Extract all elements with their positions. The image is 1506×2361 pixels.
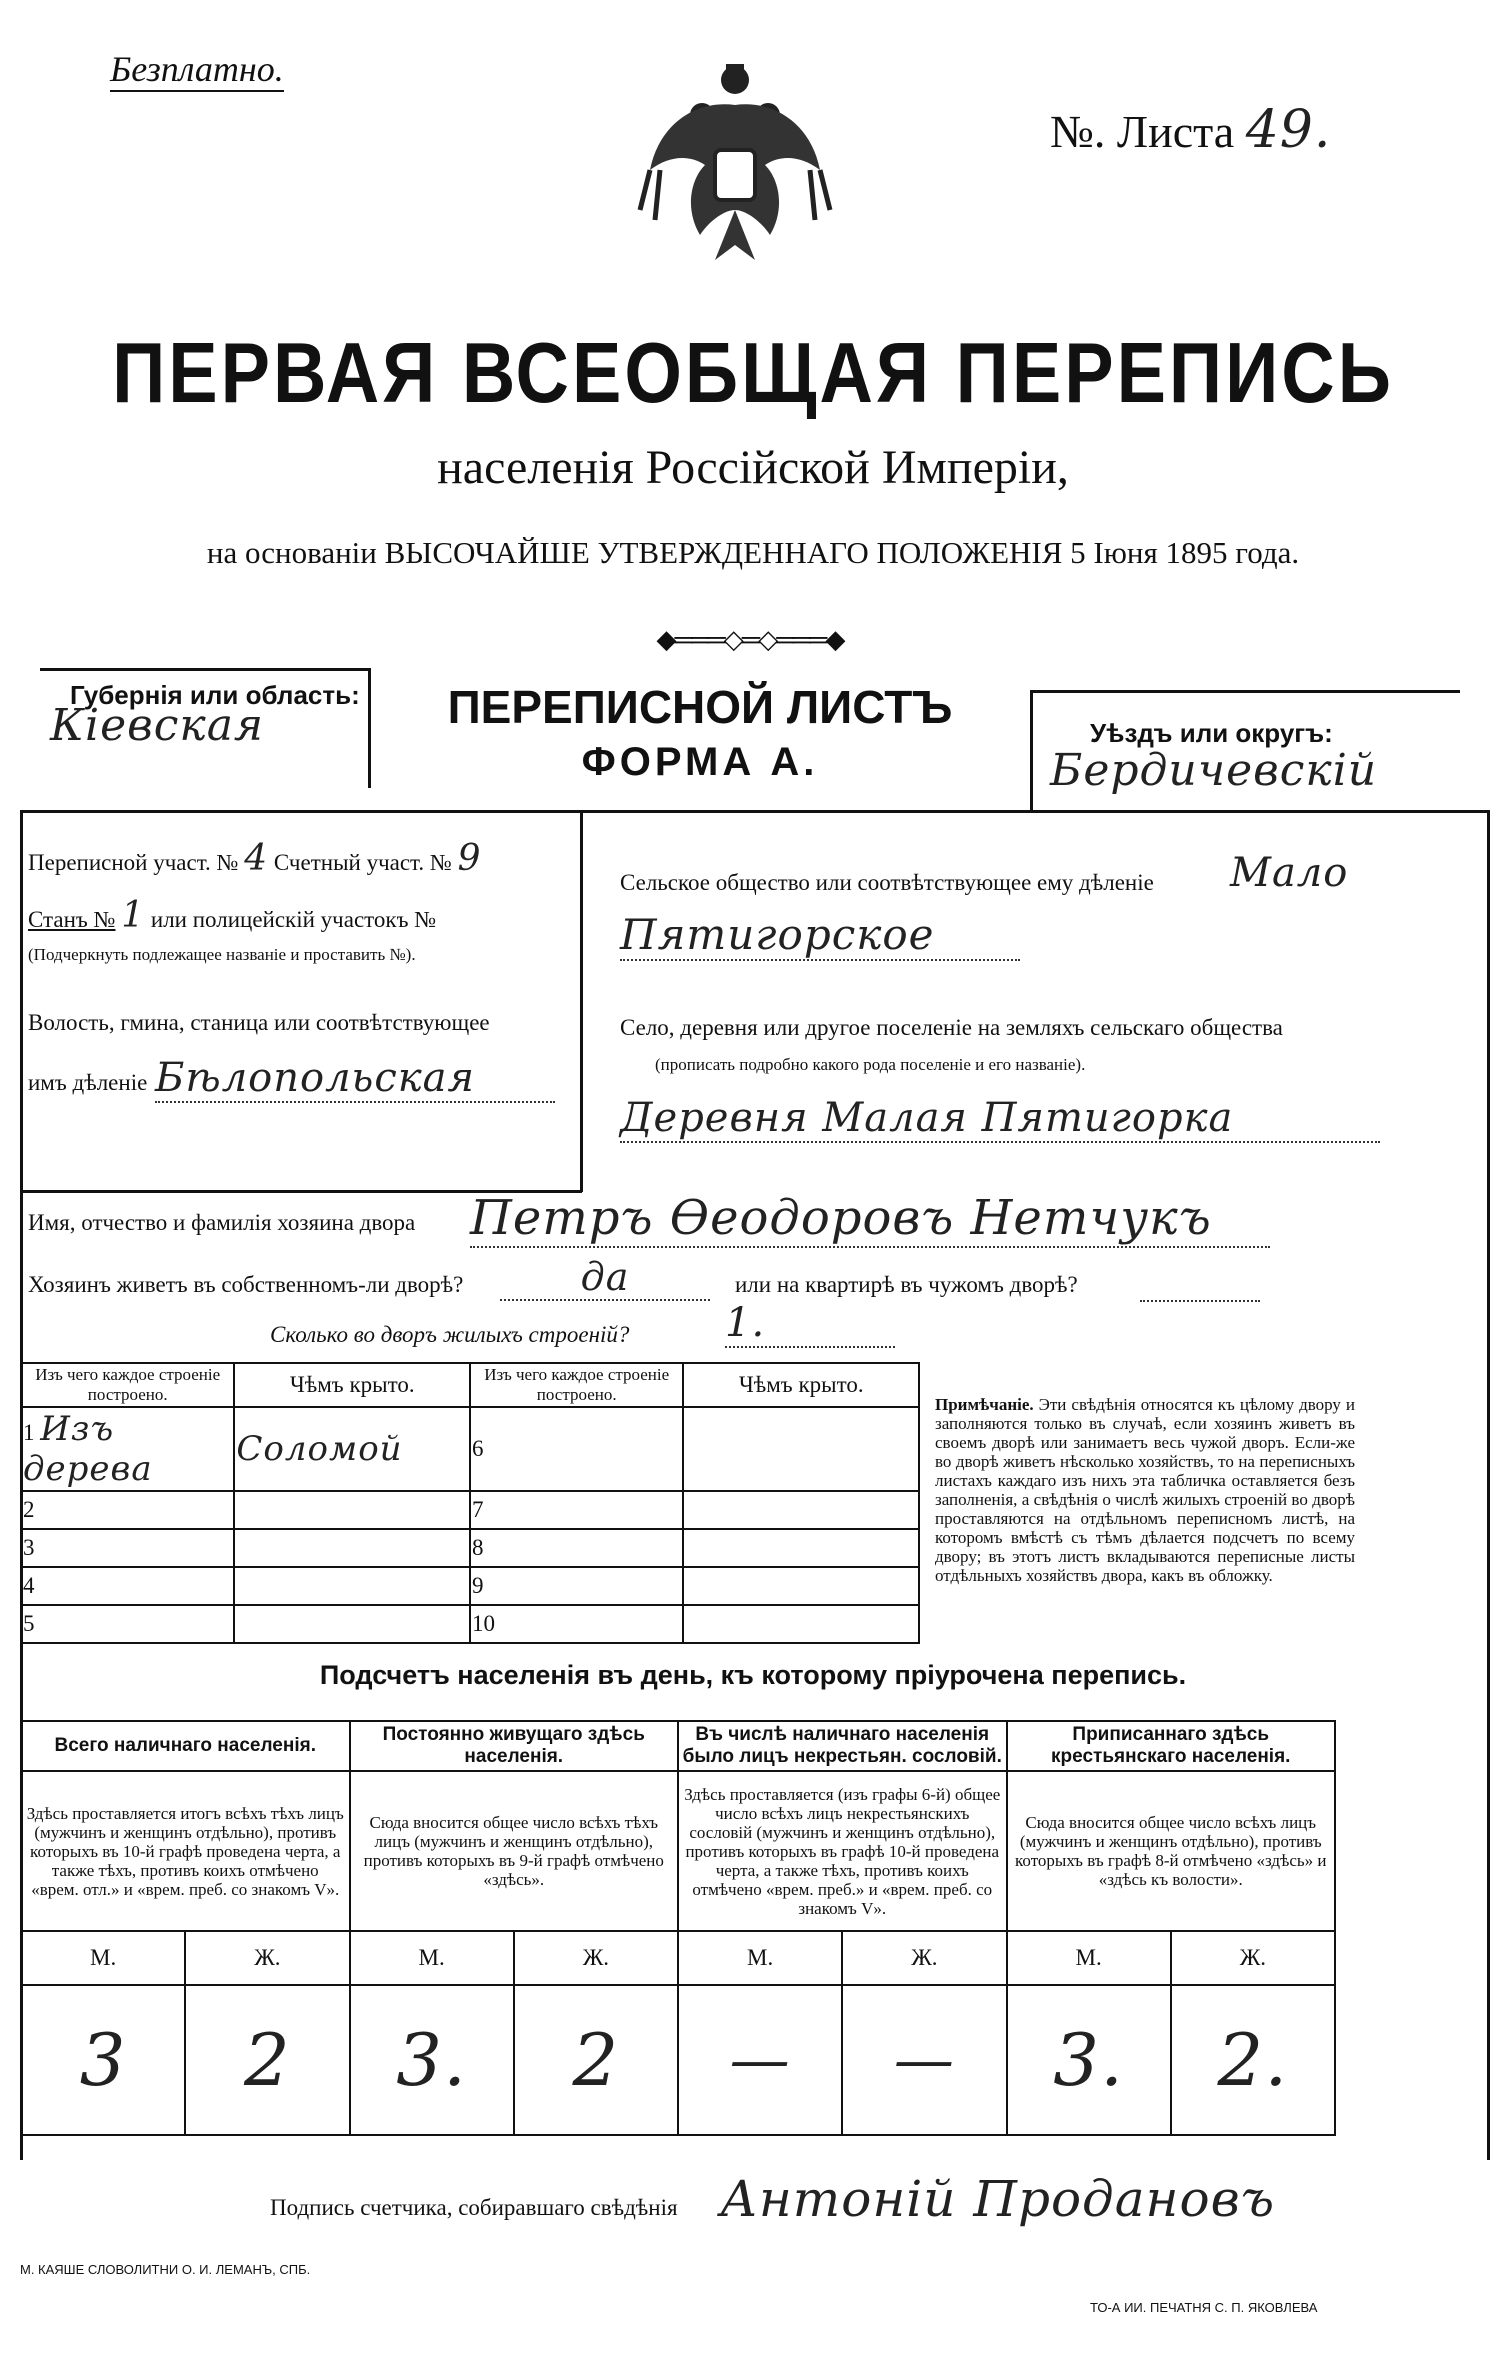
- roof-cell: [683, 1529, 919, 1567]
- female-header: Ж.: [514, 1931, 678, 1985]
- permanent-male-value: 3.: [350, 1985, 514, 2135]
- roof-cell: [234, 1529, 470, 1567]
- own-yard-label: Хозяинъ живетъ въ собственномъ-ли дворѣ?: [28, 1272, 464, 1297]
- free-label: Безплатно.: [110, 48, 284, 92]
- col-header-present: Всего наличнаго населенія.: [21, 1721, 350, 1771]
- row-number-cell: 9: [470, 1567, 683, 1605]
- police-label: или полицейскій участокъ №: [150, 907, 437, 932]
- uezd-label: Уѣздъ или округъ:: [1090, 718, 1333, 748]
- stan-field: [28, 895, 436, 936]
- population-count-table: [20, 1720, 1336, 2136]
- count-district-label: Счетный участ. №: [273, 850, 452, 875]
- non-peasant-female-value: —: [842, 1985, 1006, 2135]
- volost-label-2: имъ дѣленіе: [28, 1070, 148, 1095]
- table-row: [21, 1605, 919, 1643]
- society-value-1: Мало: [1230, 850, 1349, 896]
- village-note: (прописать подробно какого рода поселеніе и его названіе).: [655, 1055, 1086, 1074]
- society-value-2: Пятигорское: [620, 910, 1020, 961]
- roof-cell: [234, 1567, 470, 1605]
- buildings-label: Сколько во дворъ жилыхъ строеній?: [270, 1322, 630, 1347]
- col-header-permanent: Постоянно живущаго здѣсь населенія.: [350, 1721, 679, 1771]
- own-yard-value: да: [500, 1255, 710, 1301]
- note-title: Примѣчаніе.: [935, 1395, 1034, 1414]
- ornament-divider: ◆═══◇═◇═══◆: [656, 625, 844, 654]
- row-number-cell: 6: [470, 1407, 683, 1491]
- roof-cell: [234, 1605, 470, 1643]
- row-number-cell: 3: [21, 1529, 234, 1567]
- registered-male-value: 3.: [1007, 1985, 1171, 2135]
- sheet-number-value: 49.: [1245, 100, 1332, 160]
- note-block: [935, 1395, 1355, 1585]
- table-row: [21, 1491, 919, 1529]
- female-header: Ж.: [185, 1931, 349, 1985]
- owner-name-label: Имя, отчество и фамилія хозяина двора: [28, 1210, 416, 1235]
- permanent-female-value: 2: [514, 1985, 678, 2135]
- main-title: ПЕРВАЯ ВСЕОБЩАЯ ПЕРЕПИСЬ: [112, 324, 1394, 421]
- village-label: Село, деревня или другое поселеніе на земляхъ сельскаго общества: [620, 1015, 1283, 1040]
- roof-cell: [683, 1567, 919, 1605]
- police-note: (Подчеркнуть подлежащее названіе и проставить №).: [28, 945, 416, 964]
- table-row: [21, 1567, 919, 1605]
- male-header: М.: [21, 1931, 185, 1985]
- male-header: М.: [350, 1931, 514, 1985]
- sheet-number-label: №. Листа: [1050, 106, 1235, 157]
- volost-label-1: Волость, гмина, станица или соотвѣтствующее: [28, 1010, 490, 1035]
- table-row: [21, 1529, 919, 1567]
- sheet-number: [1050, 100, 1331, 160]
- roof-cell: [683, 1605, 919, 1643]
- basis-line: на основаніи ВЫСОЧАЙШЕ УТВЕРЖДЕННАГО ПОЛОЖЕНІЯ 5 Іюня 1895 года.: [206, 535, 1300, 570]
- stan-value: 1: [121, 895, 146, 936]
- volost-value: Бѣлопольская: [155, 1055, 555, 1103]
- material-header-left: Изъ чего каждое строеніе построено.: [21, 1363, 234, 1407]
- buildings-table: [20, 1362, 920, 1644]
- form-subtitle: ФОРМА А.: [581, 740, 819, 784]
- count-district-value: 9: [457, 838, 482, 879]
- present-female-value: 2: [185, 1985, 349, 2135]
- col-desc-registered: Сюда вносится общее число всѣхъ лицъ (мужчинъ и женщинъ отдѣльно), противъ которыхъ въ графѣ 8-й отмѣчено «здѣсь» и «здѣсь къ волости».: [1007, 1771, 1336, 1931]
- roof-header-right: Чѣмъ крыто.: [683, 1363, 919, 1407]
- stan-label: Станъ №: [28, 907, 116, 932]
- roof-cell: Соломой: [234, 1407, 470, 1491]
- owner-name-value: Петръ Ѳеодоровъ Нетчукъ: [470, 1190, 1270, 1248]
- society-label: Сельское общество или соотвѣтствующее ему дѣленіе: [620, 870, 1154, 895]
- col-header-registered: Приписаннаго здѣсь крестьянскаго населенія.: [1007, 1721, 1336, 1771]
- col-desc-permanent: Сюда вносится общее число всѣхъ тѣхъ лицъ (мужчинъ и женщинъ отдѣльно), противъ которыхъ въ 9-й графѣ отмѣчено «здѣсь».: [350, 1771, 679, 1931]
- row-number-cell: 2: [21, 1491, 234, 1529]
- row-number-cell: 4: [21, 1567, 234, 1605]
- roof-cell: [683, 1491, 919, 1529]
- non-peasant-male-value: —: [678, 1985, 842, 2135]
- female-header: Ж.: [1171, 1931, 1335, 1985]
- coat-of-arms-emblem: [630, 60, 840, 280]
- signature-label: Подпись счетчика, собиравшаго свѣдѣнія: [270, 2195, 678, 2220]
- rent-yard-value: [1140, 1272, 1260, 1302]
- gubernia-label: Губернія или область:: [70, 680, 360, 710]
- rent-yard-label: или на квартирѣ въ чужомъ дворѣ?: [735, 1272, 1078, 1297]
- present-male-value: 3: [21, 1985, 185, 2135]
- gubernia-value: Кіевская: [50, 700, 265, 751]
- footer-printer-left: М. КАЯШЕ СЛОВОЛИТНИ О. И. ЛЕМАНЪ, СПБ.: [20, 2262, 311, 2277]
- count-title: Подсчетъ населенія въ день, къ которому пріурочена перепись.: [319, 1660, 1187, 1690]
- footer-printer-right: ТО-А ИИ. ПЕЧАТНЯ С. П. ЯКОВЛЕВА: [1090, 2300, 1318, 2315]
- signature-value: Антоній Продановъ: [720, 2170, 1276, 2228]
- row-number-cell: 1 Изъ дерева: [21, 1407, 234, 1491]
- roof-cell: [683, 1407, 919, 1491]
- material-header-right: Изъ чего каждое строеніе построено.: [470, 1363, 683, 1407]
- uezd-value: Бердичевскій: [1050, 745, 1378, 796]
- roof-cell: [234, 1491, 470, 1529]
- census-district-label: Переписной участ. №: [28, 850, 239, 875]
- row-number-cell: 5: [21, 1605, 234, 1643]
- male-header: М.: [1007, 1931, 1171, 1985]
- female-header: Ж.: [842, 1931, 1006, 1985]
- census-district: [28, 838, 481, 879]
- row-number-cell: 8: [470, 1529, 683, 1567]
- village-value: Деревня Малая Пятигорка: [620, 1095, 1380, 1143]
- subtitle: населенія Россійской Имперіи,: [437, 441, 1069, 494]
- note-text: Эти свѣдѣнія относятся къ цѣлому двору и заполняются только въ случаѣ, если хозяинъ живетъ въ своемъ дворѣ или занимаетъ весь чужой дворъ. Если-же во дворѣ живетъ нѣсколько хозяйствъ, то на переписныхъ листахъ каждаго изъ нихъ эта табличка оставляется безъ заполненія, а свѣдѣнія о числѣ жилыхъ строеній во дворѣ проставляются на отдѣльномъ переписномъ листѣ, на которомъ вмѣстѣ съ тѣмъ дѣлается подсчетъ по всему двору; въ этотъ листъ вкладываются переписные листы отдѣльныхъ хозяйствъ двора, какъ въ обложку.: [935, 1395, 1355, 1585]
- male-header: М.: [678, 1931, 842, 1985]
- census-district-value: 4: [244, 838, 269, 879]
- col-desc-present: Здѣсь проставляется итогъ всѣхъ тѣхъ лицъ (мужчинъ и женщинъ отдѣльно), противъ которыхъ въ 10-й графѣ проведена черта, а также тѣхъ, противъ коихъ отмѣчено «врем. отл.» и «врем. преб. со знакомъ V».: [21, 1771, 350, 1931]
- table-row: [21, 1407, 919, 1491]
- buildings-value: 1.: [725, 1300, 895, 1348]
- row-number-cell: 7: [470, 1491, 683, 1529]
- col-header-non-peasant: Въ числѣ наличнаго населенія было лицъ некрестьян. сословій.: [678, 1721, 1007, 1771]
- row-number-cell: 10: [470, 1605, 683, 1643]
- form-title: ПЕРЕПИСНОЙ ЛИСТЪ: [447, 681, 953, 733]
- col-desc-non-peasant: Здѣсь проставляется (изъ графы 6-й) общее число всѣхъ лицъ некрестьянскихъ сословій (мужчинъ и женщинъ отдѣльно), противъ которыхъ въ графѣ 10-й проведена черта, а также тѣхъ, противъ коихъ отмѣчено «врем. преб.» и «врем. преб. со знакомъ V».: [678, 1771, 1007, 1931]
- registered-female-value: 2.: [1171, 1985, 1335, 2135]
- roof-header-left: Чѣмъ крыто.: [234, 1363, 470, 1407]
